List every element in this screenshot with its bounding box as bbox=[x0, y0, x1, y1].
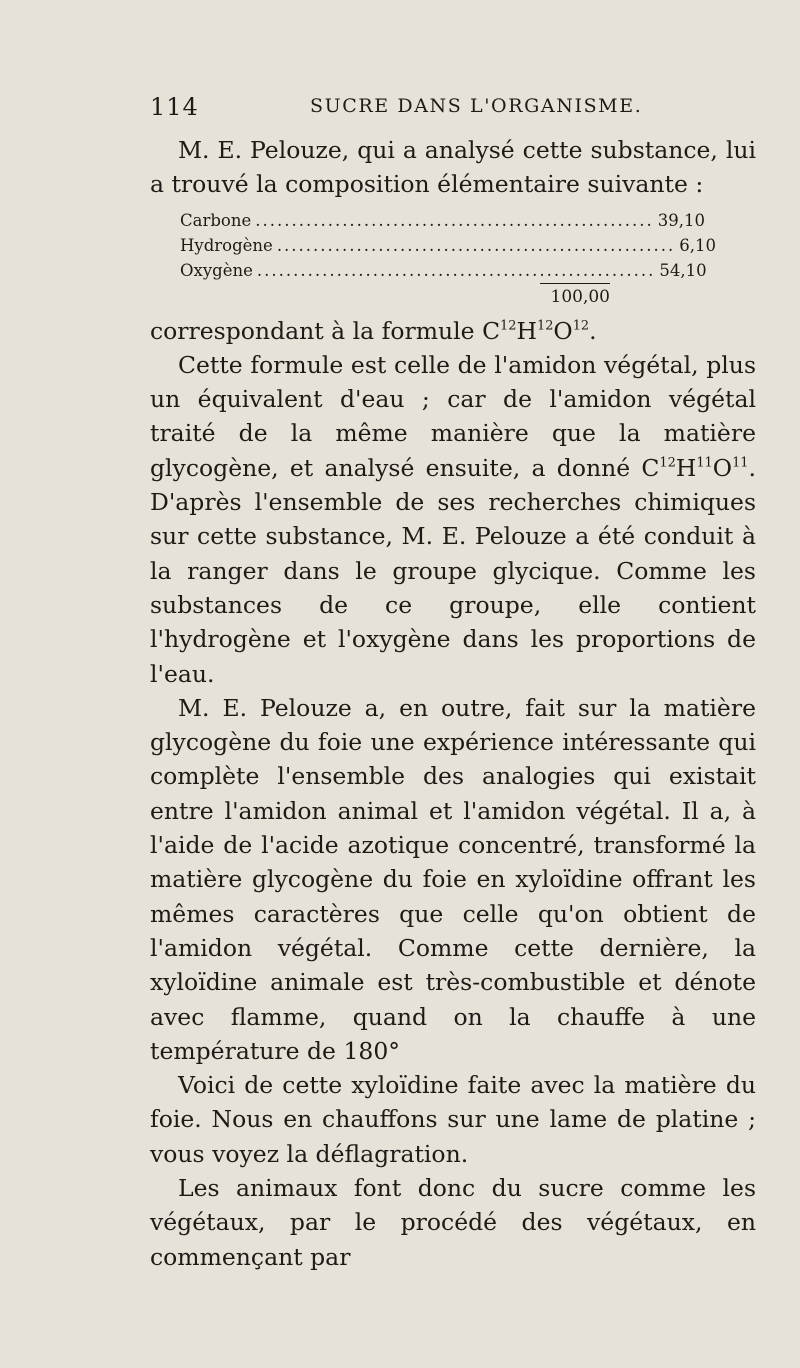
formula-lead-text: correspondant à la formule bbox=[150, 316, 475, 345]
paragraph-conclusion: Les animaux font donc du sucre comme les végétaux, par le procédé des végétaux, en commençant par bbox=[150, 1174, 756, 1271]
paragraph-experience: Voici de cette xyloïdine faite avec la matière du foie. Nous en chauffons sur une lame de platine ; vous voyez la déflagration. bbox=[150, 1071, 756, 1168]
formula-index: 12 bbox=[536, 317, 554, 333]
composition-table bbox=[180, 208, 717, 310]
composition-value: 39,10 bbox=[657, 210, 705, 230]
page-number: 114 bbox=[150, 93, 199, 121]
composition-row-oxygene bbox=[180, 258, 707, 283]
formula-element: H bbox=[675, 453, 697, 482]
composition-label: Carbone bbox=[180, 210, 252, 230]
formula-element: O bbox=[553, 316, 573, 345]
formula-line bbox=[150, 314, 756, 348]
composition-value: 6,10 bbox=[679, 235, 717, 255]
formula bbox=[641, 454, 748, 482]
formula-index: 11 bbox=[696, 455, 713, 471]
paragraph-text: Cette formule est celle de l'amidon végétal, plus un équivalent d'eau ; car de l'amidon végétal traité de la même manière que la matière glycogène, et analysé ensuite, a donné bbox=[150, 350, 756, 482]
paragraph-text: . D'après l'ensemble de ses recherches chimiques sur cette substance, M. E. Pelouze a été conduit à la ranger dans le groupe glycique. Comme les substances de ce groupe, elle contient l'hydrogène et l'oxygène dans les proportions de l'eau. bbox=[150, 453, 756, 688]
formula-index: 12 bbox=[572, 317, 590, 333]
formula bbox=[482, 317, 589, 345]
running-head: SUCRE DANS L'ORGANISME. bbox=[310, 95, 643, 117]
composition-row-carbone bbox=[180, 208, 705, 233]
formula-index: 11 bbox=[732, 455, 749, 471]
formula-element: C bbox=[641, 453, 660, 482]
dot-leader: ....................................................... bbox=[276, 235, 676, 255]
composition-label: Hydrogène bbox=[180, 235, 273, 255]
formula-element: C bbox=[482, 316, 501, 345]
formula-element: H bbox=[516, 316, 537, 345]
composition-total: 100,00 bbox=[540, 283, 610, 310]
dot-leader: ....................................................... bbox=[255, 210, 654, 230]
page-header bbox=[150, 93, 750, 123]
intro-paragraph: M. E. Pelouze, qui a analysé cette substance, lui a trouvé la composition élémentaire suivante : bbox=[150, 136, 756, 199]
composition-label: Oxygène bbox=[180, 260, 253, 280]
dot-leader: ....................................................... bbox=[256, 260, 656, 280]
composition-total-row bbox=[180, 283, 610, 310]
formula-index: 12 bbox=[500, 317, 517, 333]
formula-element: O bbox=[712, 453, 733, 482]
composition-row-hydrogene bbox=[180, 233, 717, 258]
formula-end: . bbox=[589, 316, 597, 345]
formula-index: 12 bbox=[659, 455, 676, 471]
body-text bbox=[150, 133, 756, 1274]
paragraph-amidon bbox=[150, 348, 756, 691]
composition-value: 54,10 bbox=[659, 260, 707, 280]
paragraph-xyloidine: M. E. Pelouze a, en outre, fait sur la matière glycogène du foie une expérience intéressante qui complète l'ensemble des analogies qui existait entre l'amidon animal et l'amidon végétal. Il a, à l'aide de l'acide azotique concentré, transformé la matière glycogène du foie en xyloïdine offrant les mêmes caractères que celle qu'on obtient de l'amidon végétal. Comme cette dernière, la xyloïdine animale est très-combustible et dénote avec flamme, quand on la chauffe à une température de 180° bbox=[150, 693, 756, 1065]
